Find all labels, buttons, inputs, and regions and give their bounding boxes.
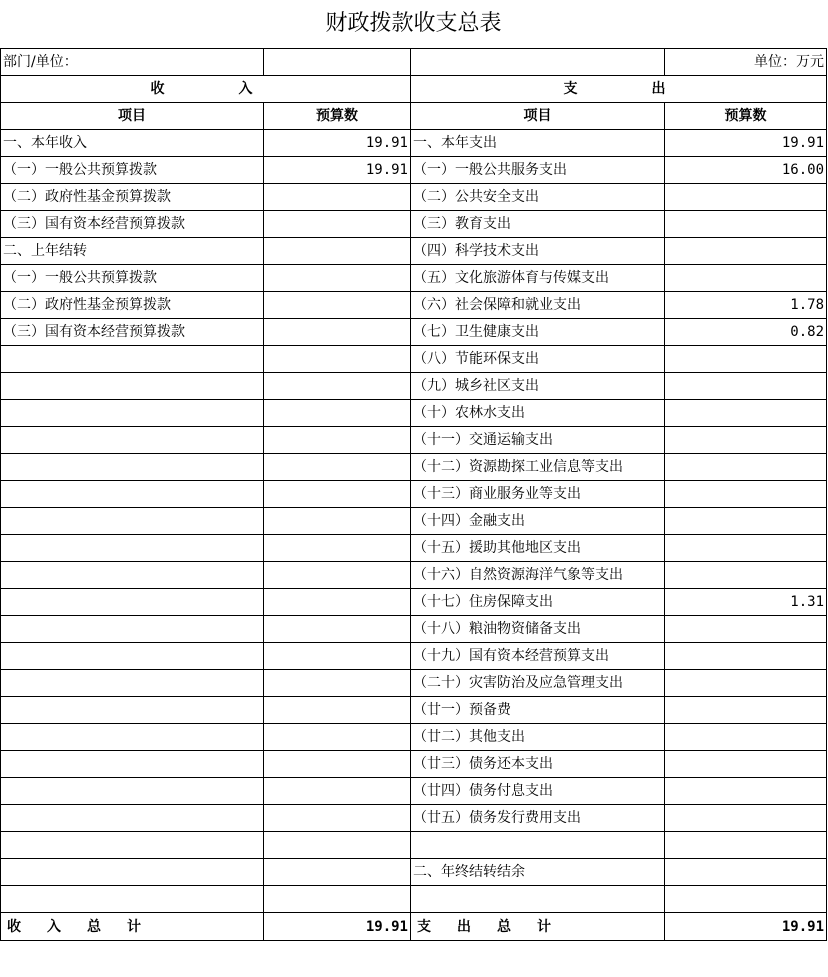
- table-row: [1, 697, 827, 724]
- total-row: [1, 913, 827, 941]
- income-item-cell: （一）一般公共预算拨款: [1, 157, 264, 184]
- income-total-value: 19.91: [264, 913, 411, 941]
- expense-item-cell: （廿三）债务还本支出: [411, 751, 665, 778]
- income-item-cell: （三）国有资本经营预算拨款: [1, 211, 264, 238]
- income-item-cell: [1, 481, 264, 508]
- income-item-cell: （三）国有资本经营预算拨款: [1, 319, 264, 346]
- expense-value-cell: [665, 724, 827, 751]
- table-row: [1, 562, 827, 589]
- table-row: [1, 400, 827, 427]
- expense-item-cell: （廿一）预备费: [411, 697, 665, 724]
- expense-value-cell: 0.82: [665, 319, 827, 346]
- income-item-cell: [1, 616, 264, 643]
- income-item-cell: [1, 751, 264, 778]
- expense-col-budget: 预算数: [665, 103, 827, 130]
- table-row: [1, 886, 827, 913]
- income-item-cell: [1, 562, 264, 589]
- income-value-cell: [264, 265, 411, 292]
- expense-value-cell: [665, 616, 827, 643]
- expense-value-cell: [665, 346, 827, 373]
- expense-item-cell: （五）文化旅游体育与传媒支出: [411, 265, 665, 292]
- expense-value-cell: 1.78: [665, 292, 827, 319]
- income-item-cell: [1, 400, 264, 427]
- expense-item-cell: （三）教育支出: [411, 211, 665, 238]
- expense-col-item: 项目: [411, 103, 665, 130]
- dept-label: 部门/单位：: [1, 49, 264, 76]
- expense-value-cell: 1.31: [665, 589, 827, 616]
- expense-value-cell: [665, 535, 827, 562]
- table-row: [1, 859, 827, 886]
- table-row: [1, 130, 827, 157]
- table-row: [1, 346, 827, 373]
- expense-item-cell: （十八）粮油物资储备支出: [411, 616, 665, 643]
- expense-item-cell: （廿二）其他支出: [411, 724, 665, 751]
- expense-item-cell: （九）城乡社区支出: [411, 373, 665, 400]
- expense-total-value: 19.91: [665, 913, 827, 941]
- income-item-cell: [1, 859, 264, 886]
- expense-item-cell: 一、本年支出: [411, 130, 665, 157]
- table-row: [1, 643, 827, 670]
- income-item-cell: [1, 508, 264, 535]
- income-item-cell: [1, 886, 264, 913]
- expense-item-cell: （七）卫生健康支出: [411, 319, 665, 346]
- expense-item-cell: （十七）住房保障支出: [411, 589, 665, 616]
- expense-value-cell: [665, 211, 827, 238]
- expense-value-cell: [665, 400, 827, 427]
- income-item-cell: （二）政府性基金预算拨款: [1, 292, 264, 319]
- expense-item-cell: 二、年终结转结余: [411, 859, 665, 886]
- expense-value-cell: [665, 373, 827, 400]
- expense-item-cell: （十六）自然资源海洋气象等支出: [411, 562, 665, 589]
- expense-value-cell: [665, 832, 827, 859]
- income-value-cell: [264, 238, 411, 265]
- expense-value-cell: 19.91: [665, 130, 827, 157]
- expense-item-cell: （十四）金融支出: [411, 508, 665, 535]
- income-item-cell: [1, 832, 264, 859]
- expense-item-cell: [411, 832, 665, 859]
- income-value-cell: [264, 535, 411, 562]
- income-item-cell: [1, 643, 264, 670]
- income-value-cell: [264, 751, 411, 778]
- table-row: [1, 427, 827, 454]
- income-value-cell: [264, 400, 411, 427]
- income-total-label: 收入总计: [1, 913, 264, 941]
- table-row: [1, 778, 827, 805]
- income-item-cell: [1, 535, 264, 562]
- expense-value-cell: [665, 670, 827, 697]
- table-row: [1, 724, 827, 751]
- income-value-cell: [264, 805, 411, 832]
- income-value-cell: [264, 508, 411, 535]
- income-item-cell: [1, 589, 264, 616]
- expense-item-cell: [411, 886, 665, 913]
- expense-item-cell: （十二）资源勘探工业信息等支出: [411, 454, 665, 481]
- income-value-cell: [264, 211, 411, 238]
- expense-item-cell: （十五）援助其他地区支出: [411, 535, 665, 562]
- income-value-cell: [264, 589, 411, 616]
- table-row: [1, 157, 827, 184]
- expense-value-cell: [665, 643, 827, 670]
- income-item-cell: [1, 805, 264, 832]
- meta-blank: [411, 49, 665, 76]
- unit-label: 单位：万元: [665, 49, 827, 76]
- expense-item-cell: （十九）国有资本经营预算支出: [411, 643, 665, 670]
- table-row: [1, 670, 827, 697]
- expense-item-cell: （六）社会保障和就业支出: [411, 292, 665, 319]
- income-item-cell: [1, 346, 264, 373]
- table-row: [1, 616, 827, 643]
- expense-item-cell: （二十）灾害防治及应急管理支出: [411, 670, 665, 697]
- income-value-cell: [264, 886, 411, 913]
- income-value-cell: [264, 616, 411, 643]
- table-row: [1, 373, 827, 400]
- income-item-cell: [1, 778, 264, 805]
- income-item-cell: [1, 373, 264, 400]
- expense-value-cell: 16.00: [665, 157, 827, 184]
- income-item-cell: [1, 697, 264, 724]
- income-value-cell: [264, 562, 411, 589]
- income-value-cell: [264, 184, 411, 211]
- expense-item-cell: （四）科学技术支出: [411, 238, 665, 265]
- expense-value-cell: [665, 778, 827, 805]
- expense-item-cell: （二）公共安全支出: [411, 184, 665, 211]
- income-value-cell: [264, 859, 411, 886]
- table-row: [1, 454, 827, 481]
- income-item-cell: 一、本年收入: [1, 130, 264, 157]
- table-row: [1, 751, 827, 778]
- expense-value-cell: [665, 481, 827, 508]
- section-header-row: [1, 76, 827, 103]
- expense-item-cell: （一）一般公共服务支出: [411, 157, 665, 184]
- income-value-cell: 19.91: [264, 130, 411, 157]
- income-item-cell: （二）政府性基金预算拨款: [1, 184, 264, 211]
- table-row: [1, 319, 827, 346]
- meta-row: [1, 49, 827, 76]
- income-value-cell: [264, 832, 411, 859]
- table-row: [1, 589, 827, 616]
- expense-item-cell: （十一）交通运输支出: [411, 427, 665, 454]
- expense-value-cell: [665, 184, 827, 211]
- income-col-item: 项目: [1, 103, 264, 130]
- expense-value-cell: [665, 859, 827, 886]
- income-value-cell: [264, 481, 411, 508]
- expense-item-cell: （十三）商业服务业等支出: [411, 481, 665, 508]
- table-row: [1, 535, 827, 562]
- expense-item-cell: （廿五）债务发行费用支出: [411, 805, 665, 832]
- expense-item-cell: （廿四）债务付息支出: [411, 778, 665, 805]
- expense-value-cell: [665, 751, 827, 778]
- income-value-cell: 19.91: [264, 157, 411, 184]
- income-value-cell: [264, 724, 411, 751]
- column-header-row: [1, 103, 827, 130]
- income-value-cell: [264, 643, 411, 670]
- income-value-cell: [264, 346, 411, 373]
- income-value-cell: [264, 319, 411, 346]
- dept-value: [264, 49, 411, 76]
- table-row: [1, 832, 827, 859]
- table-row: [1, 238, 827, 265]
- page-title: 财政拨款收支总表: [1, 0, 827, 49]
- income-value-cell: [264, 373, 411, 400]
- expense-total-label: 支出总计: [411, 913, 665, 941]
- income-item-cell: 二、上年结转: [1, 238, 264, 265]
- expense-value-cell: [665, 427, 827, 454]
- table-row: [1, 508, 827, 535]
- expense-header: 支 出: [411, 76, 827, 103]
- table-row: [1, 211, 827, 238]
- income-item-cell: [1, 427, 264, 454]
- income-value-cell: [264, 670, 411, 697]
- income-value-cell: [264, 697, 411, 724]
- expense-item-cell: （八）节能环保支出: [411, 346, 665, 373]
- income-item-cell: [1, 724, 264, 751]
- expense-value-cell: [665, 886, 827, 913]
- income-item-cell: [1, 454, 264, 481]
- table-row: [1, 481, 827, 508]
- income-item-cell: [1, 670, 264, 697]
- table-row: [1, 292, 827, 319]
- table-row: [1, 805, 827, 832]
- income-value-cell: [264, 427, 411, 454]
- income-value-cell: [264, 778, 411, 805]
- expense-value-cell: [665, 454, 827, 481]
- expense-value-cell: [665, 238, 827, 265]
- expense-value-cell: [665, 562, 827, 589]
- expense-item-cell: （十）农林水支出: [411, 400, 665, 427]
- income-value-cell: [264, 292, 411, 319]
- expense-value-cell: [665, 697, 827, 724]
- income-col-budget: 预算数: [264, 103, 411, 130]
- expense-value-cell: [665, 508, 827, 535]
- income-header: 收 入: [1, 76, 411, 103]
- expense-value-cell: [665, 265, 827, 292]
- income-value-cell: [264, 454, 411, 481]
- table-row: [1, 265, 827, 292]
- title-row: [1, 0, 827, 49]
- expense-value-cell: [665, 805, 827, 832]
- table-row: [1, 184, 827, 211]
- income-item-cell: （一）一般公共预算拨款: [1, 265, 264, 292]
